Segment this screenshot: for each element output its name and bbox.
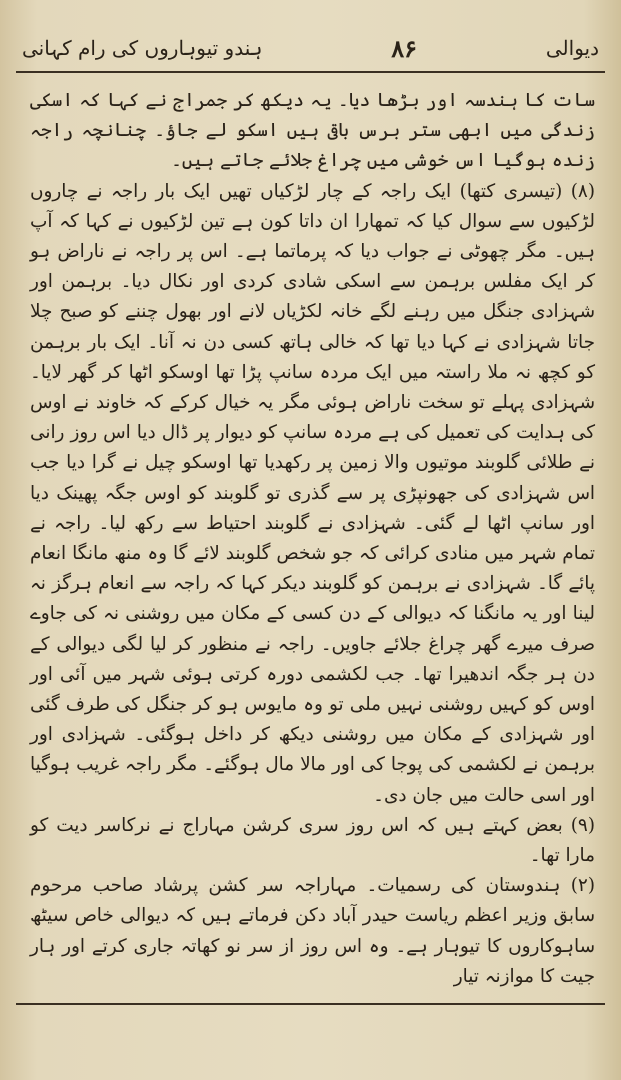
page-number: ۸۶ [391,33,418,63]
paragraph: (۸) (تیسری کتھا) ایک راجہ کے چار لڑکیاں تھیں ایک بار راجہ نے چاروں لڑکیوں سے سوال کیا کہ تمھارا ان داتا کون ہے تین لڑکیوں نے کہا کہ آپ ہیں۔ مگر چھوٹی نے جواب دیا کہ پرماتما ہے۔ اس پر راجہ نے ناراض ہو کر ایک مفلس برہمن سے اسکی شادی کردی اور نکال دیا۔ برہمن اور شہزادی جنگل میں رہنے لگے خانہ لکڑیاں لانے اور بھول چننے کو صبح چلا جاتا شہزادی نے کہا دیا تھا کہ خالی ہاتھ کسی دن نہ آنا۔ ایک بار برہمن کو کچھ نہ ملا راستہ میں ایک مردہ سانپ پڑا تھا اوسکو اٹھا کر گھر لایا۔ شہزادی پہلے تو سخت ناراض ہوئی مگر یہ خیال کرکے کہ خاوند نے اوس کی ہدایت کی تعمیل کی ہے مردہ سانپ کو دیوار پر ڈال دیا اس روز رانی نے طلائی گلوبند موتیوں والا زمین پر رکھدیا تھا اوسکو چیل نے گرا دیا جب اس شہزادی کی جھونپڑی پر سے گذری تو گلوبند کو اوس جگہ پھینک دیا اور سانپ اٹھا لے گئی۔ شہزادی نے گلوبند احتیاط سے رکھ لیا۔ راجہ نے تمام شہر میں منادی کرائی کہ جو شخص گلوبند لائے گا وہ منھ مانگا انعام پائے گا۔ شہزادی نے برہمن کو گلوبند دیکر کہا کہ راجہ سے انعام ہرگز نہ لینا اور یہ مانگنا کہ دیوالی کے دن کسی کے مکان میں روشنی نہ کی جاوے صرف میرے گھر چراغ جلائے جاویں۔ راجہ نے منظور کر لیا لگی دیوالی کے دن ہر جگہ اندھیرا تھا۔ جب لکشمی دورہ کرتی ہوئی شہر میں آئی اور اوس کو کہیں روشنی نہیں ملی تو وہ مایوس ہو کر جنگل کی طرف گئی اور شہزادی کے مکان میں روشنی دیکھ کر داخل ہوگئی۔ شہزادی اور برہمن نے لکشمی کی پوجا کی اور مالا مال ہوگئے۔ مگر راجہ غریب ہوگیا اور اسی حالت میں جان دی۔ [30,180,595,806]
paragraph: (۹) بعض کہتے ہیں کہ اس روز سری کرشن مہاراج نے نرکاسر دیت کو مارا تھا۔ [30,814,595,867]
page-header [22,26,599,70]
footer-rule [16,1003,605,1005]
page-body [30,86,595,994]
header-right-title: دیوالی [545,36,599,60]
header-rule [16,71,605,73]
header-left-title: ہندو تیوہاروں کی رام کہانی [22,36,263,60]
paragraph: سات کا ہندسہ اور بڑھا دیا۔ یہ دیکھ کر جمراج نے کہا کہ اسکی زندگی میں ابھی ستر برس باقی ہیں اسکو لے جاؤ۔ چنانچہ راجہ زندہ ہوگیا اس خوشی میں چراغ جلائے جاتے ہیں۔ [30,90,595,172]
paragraph: (۲) ہندوستان کی رسمیات۔ مہاراجہ سر کشن پرشاد صاحب مرحوم سابق وزیر اعظم ریاست حیدر آباد دکن فرماتے ہیں کہ دیوالی خاص سیٹھ ساہوکاروں کا تیوہار ہے۔ وہ اس روز از سر نو کھاتہ جاری کرتے اور ہار جیت کا موازنہ تیار [30,875,595,987]
